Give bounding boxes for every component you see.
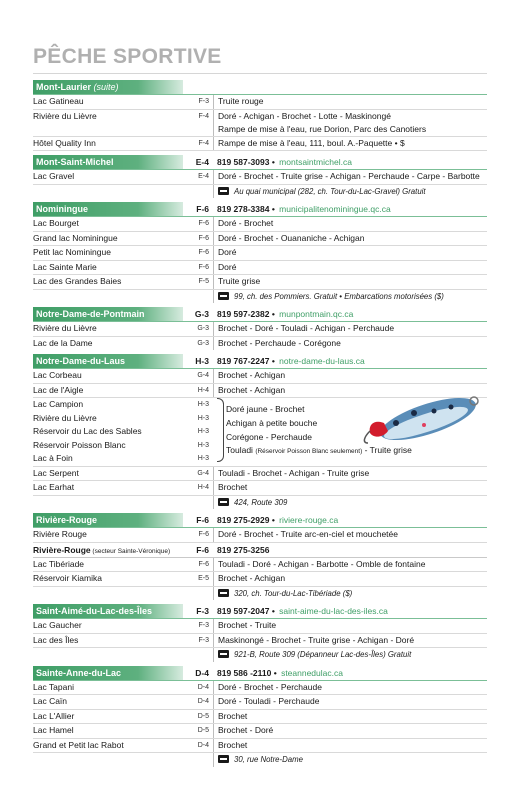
table-row: Lac Hamel D-5 Brochet - Doré	[33, 724, 487, 739]
table-row: Réservoir Poisson Blanc H-3	[33, 439, 209, 450]
website-link[interactable]: munpontmain.qc.ca	[279, 309, 354, 319]
table-row: Lac Sainte Marie F-6 Doré	[33, 261, 487, 276]
grouped-species: Doré jaune - Brochet Achigan à petite bouche Corégone - Perchaude Touladi (Réservoir Poisson Blanc seulement) - Truite grise	[226, 404, 412, 456]
section-header: Notre-Dame-de-Pontmain G-3 819 597-2382 • munpontmain.qc.ca	[33, 307, 487, 322]
section-mont-laurier	[33, 80, 487, 151]
section-riviere-rouge	[33, 513, 487, 600]
section-header: Notre-Dame-du-Laus H-3 819 767-2247 • notre-dame-du-laus.ca	[33, 354, 487, 369]
table-row: Lac de l'Aigle H-4 Brochet - Achigan	[33, 384, 487, 399]
table-row: Lac de la Dame G-3 Brochet - Perchaude - Corégone	[33, 337, 487, 351]
table-row: Lac Serpent G-4 Touladi - Brochet - Achigan - Truite grise	[33, 467, 487, 482]
section-name: Rivière-Rouge	[33, 513, 183, 527]
table-row: Lac des Îles F-3 Maskinongé - Brochet - Truite grise - Achigan - Doré	[33, 634, 487, 649]
launch-info: 30, rue Notre-Dame	[33, 753, 487, 767]
section-name: Mont-Saint-Michel	[33, 155, 183, 169]
launch-info: 424, Route 309	[33, 496, 487, 510]
table-row: Lac Caïn D-4 Doré - Touladi - Perchaude	[33, 695, 487, 710]
car-trailer-icon	[218, 650, 229, 658]
table-row: Lac Tapani D-4 Doré - Brochet - Perchaude	[33, 681, 487, 696]
car-trailer-icon	[218, 498, 229, 506]
table-row: Lac Gaucher F-3 Brochet - Truite	[33, 619, 487, 634]
table-row: Rivière du Lièvre G-3 Brochet - Doré - Touladi - Achigan - Perchaude	[33, 322, 487, 337]
table-row: Lac Corbeau G-4 Brochet - Achigan	[33, 369, 487, 384]
car-trailer-icon	[218, 292, 229, 300]
launch-info: Au quai municipal (282, ch. Tour-du-Lac-Gravel) Gratuit	[33, 185, 487, 199]
title-divider	[33, 73, 487, 74]
website-link[interactable]: municipalitenominingue.qc.ca	[279, 204, 391, 214]
table-row: Rivière Rouge F-6 Doré - Brochet - Truite arc-en-ciel et mouchetée	[33, 528, 487, 543]
table-row: Lac des Grandes Baies F-5 Truite grise	[33, 275, 487, 290]
section-mont-saint-michel	[33, 155, 487, 198]
section-name: Notre-Dame-de-Pontmain	[33, 307, 183, 321]
fishing-lure-icon	[356, 393, 486, 445]
car-trailer-icon	[218, 755, 229, 763]
section-name: Sainte-Anne-du-Lac	[33, 666, 183, 680]
section-name: Saint-Aimé-du-Lac-des-Îles	[33, 604, 183, 618]
section-header: Nominingue F-6 819 278-3384 • municipalitenominingue.qc.ca	[33, 202, 487, 217]
table-row: Grand lac Nominingue F-6 Doré - Brochet - Ouananiche - Achigan	[33, 232, 487, 247]
car-trailer-icon	[218, 589, 229, 597]
table-row: Lac Campion H-3	[33, 399, 209, 409]
table-row: Lac Bourget F-6 Doré - Brochet	[33, 217, 487, 232]
table-row: Grand et Petit lac Rabot D-4 Brochet	[33, 739, 487, 754]
section-saint-aime-du-lac-des-iles	[33, 604, 487, 662]
launch-info: 921-B, Route 309 (Dépanneur Lac-des-Îles) Gratuit	[33, 648, 487, 662]
launch-info: 99, ch. des Pommiers. Gratuit • Embarcations motorisées ($)	[33, 290, 487, 304]
section-name: Notre-Dame-du-Laus	[33, 354, 183, 368]
table-row: Lac L'Allier D-5 Brochet	[33, 710, 487, 725]
website-link[interactable]: notre-dame-du-laus.ca	[279, 356, 365, 366]
table-row: Petit lac Nominingue F-6 Doré	[33, 246, 487, 261]
table-row: Rivière du Lièvre H-3	[33, 412, 209, 423]
section-header: Mont-Saint-Michel E-4 819 587-3093 • montsaintmichel.ca	[33, 155, 487, 170]
section-notre-dame-de-pontmain	[33, 307, 487, 350]
table-row: Hôtel Quality Inn F-4 Rampe de mise à l'eau, 111, boul. A.-Paquette • $	[33, 137, 487, 152]
sub-section-header: Rivière-Rouge (secteur Sainte-Véronique) F-6 819 275-3256	[33, 543, 487, 558]
page-title: PÊCHE SPORTIVE	[33, 45, 222, 68]
table-row: Rivière du Lièvre F-4 Doré - Achigan - Brochet - Lotte - Maskinongé Rampe de mise à l'eau, rue Dorion, Parc des Canotiers	[33, 110, 487, 137]
section-header: Sainte-Anne-du-Lac D-4 819 586 -2110 • steannedulac.ca	[33, 666, 487, 681]
grouping-brace	[217, 398, 224, 462]
table-row: Lac Tibériade F-6 Touladi - Doré - Achigan - Barbotte - Omble de fontaine	[33, 558, 487, 573]
section-header: Rivière-Rouge F-6 819 275-2929 • riviere-rouge.ca	[33, 513, 487, 528]
table-row: Lac Gravel E-4 Doré - Brochet - Truite grise - Achigan - Perchaude - Carpe - Barbotte	[33, 170, 487, 185]
table-row: Lac à Foin H-3	[33, 452, 487, 467]
website-link[interactable]: montsaintmichel.ca	[279, 157, 352, 167]
section-name: Mont-Laurier (suite)	[33, 80, 183, 94]
website-link[interactable]: saint-aime-du-lac-des-iles.ca	[279, 606, 388, 616]
launch-info: 320, ch. Tour-du-Lac-Tibériade ($)	[33, 587, 487, 601]
car-trailer-icon	[218, 187, 229, 195]
website-link[interactable]: riviere-rouge.ca	[279, 515, 339, 525]
table-row: Réservoir Kiamika E-5 Brochet - Achigan	[33, 572, 487, 587]
section-header	[33, 80, 487, 95]
section-sainte-anne-du-lac	[33, 666, 487, 767]
table-row: Lac Earhat H-4 Brochet	[33, 481, 487, 496]
website-link[interactable]: steannedulac.ca	[281, 667, 343, 678]
table-row: Réservoir du Lac des Sables H-3	[33, 426, 209, 436]
section-name: Nominingue	[33, 202, 183, 216]
table-row: Lac Gatineau F-3 Truite rouge	[33, 95, 487, 110]
section-nominingue	[33, 202, 487, 303]
section-header: Saint-Aimé-du-Lac-des-Îles F-3 819 597-2047 • saint-aime-du-lac-des-iles.ca	[33, 604, 487, 619]
